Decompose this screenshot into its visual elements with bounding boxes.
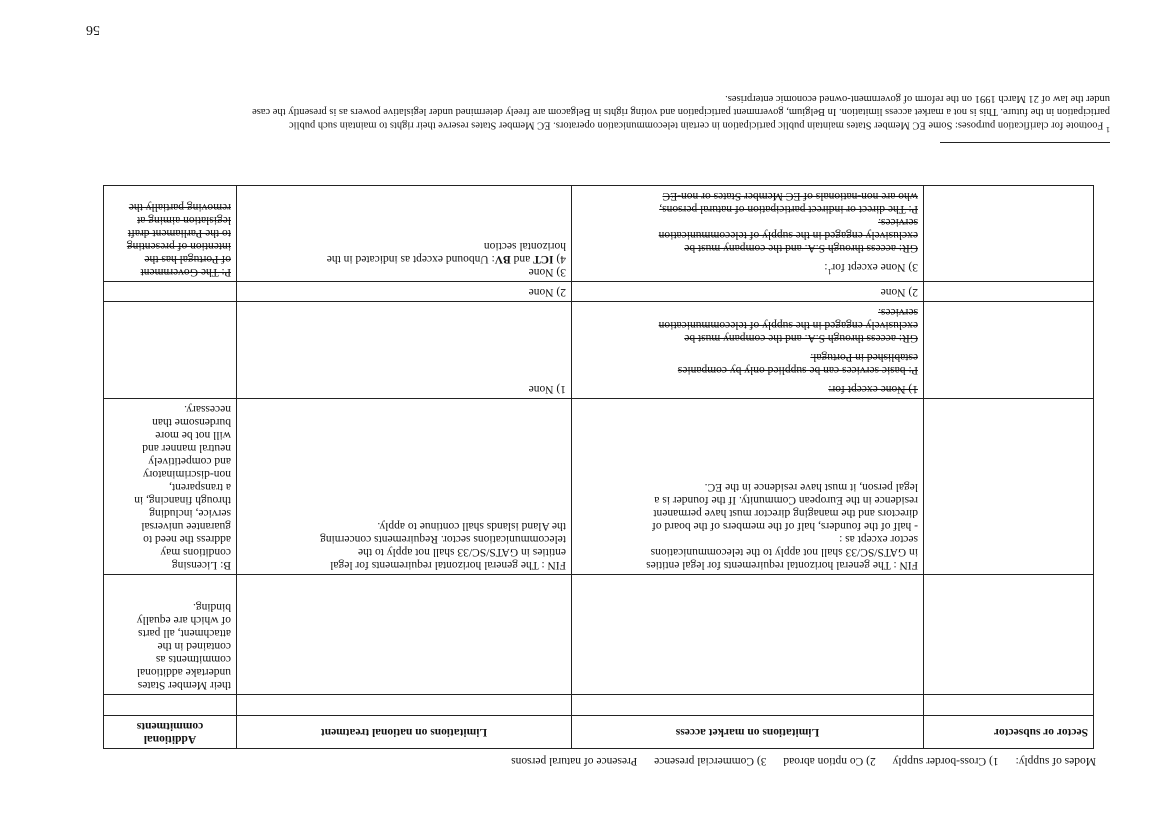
- additional-cell: B: Licensing conditions may address the need to guarantee universal service, including through financing, in a transparent, non-discriminatory and competitively neutral manner and will not be more burdensome than necessary.: [104, 399, 237, 575]
- schedule-table: [103, 185, 1094, 749]
- national-treatment-cell: 3) None 4) ICT and BV: Unbound except as indicated in the horizontal section: [237, 186, 572, 282]
- market-access-cell: FIN : The general horizontal requirements for legal entities in GATS/SC/33 shall not apply to the telecommunications sector except as : - half of the founders, half of the members of the board of directors and the managing director must have permanent residence in the European Community. If the founder is a legal person, it must have residence in the EC.: [572, 399, 924, 575]
- table-row: [104, 399, 1094, 575]
- table-row: [104, 186, 1094, 282]
- modes-label: Modes of supply:: [1015, 755, 1096, 767]
- mode-1: 1) Cross-border supply: [892, 755, 999, 767]
- footnote-number: 1: [1106, 125, 1110, 134]
- table-row: [104, 695, 1094, 716]
- page-number: 56: [86, 22, 100, 37]
- table-row: [104, 575, 1094, 695]
- table-row: [104, 302, 1094, 399]
- market-access-cell: 1) None except for: P: basic services can be supplied only by companies established in Portugal. GR: access through S.A. and the company must be exclusively engaged in the supply of telecommunication services.: [572, 302, 924, 399]
- header-additional: Additional commitments: [104, 716, 237, 749]
- modes-of-supply: [497, 755, 1096, 767]
- additional-cell: P: The Government of Portugal has the intention of presenting to the Parliament draft legislation aiming at removing partially the: [104, 186, 237, 282]
- national-treatment-cell: 1) None: [237, 302, 572, 399]
- table-row: [104, 282, 1094, 302]
- mode-2: 2) Co nption abroad: [783, 755, 876, 767]
- market-access-cell: 3) None except for$^1$: GR: access through S.A. and the company must be exclusively engaged in the supply of telecommunication services. P: The direct or indirect participation of natural persons, who are non-nationals of EC Member States or non-EC: [572, 186, 924, 282]
- header-sector: Sector or subsector: [924, 716, 1094, 749]
- footnote: $^1$ Footnote for clarification purposes: Some EC Member States maintain public participation in certain telecommunication operators. EC Member States reserve their rights to maintain such public participation in the future. This is not a market access limitation. In Belgium, government participation and voting rights in Belgacom are freely determined under legislative powers as is presently the case under the law of 21 March 1991 on the reform of government-owned economic enterprises.: [50, 93, 1110, 144]
- header-market-access: Limitations on market access: [572, 716, 924, 749]
- footnote-rule: [940, 142, 1110, 143]
- header-national-treatment: Limitations on national treatment: [237, 716, 572, 749]
- mode-4: Presence of natural persons: [511, 755, 638, 767]
- market-access-cell: 2) None: [572, 282, 924, 302]
- header-row: [104, 716, 1094, 749]
- footnote-mark: 1: [827, 267, 832, 276]
- additional-cell: their Member States undertake additional commitments as contained in the attachment, all parts of which are equally binding.: [104, 575, 237, 695]
- national-treatment-cell: FIN : The general horizontal requirements for legal entities in GATS/SC/33 shall not apply to the telecommunications sector. Requirements concerning the Aland islands shall continue to apply.: [237, 399, 572, 575]
- mode-3: 3) Commercial presence: [654, 755, 767, 767]
- national-treatment-cell: 2) None: [237, 282, 572, 302]
